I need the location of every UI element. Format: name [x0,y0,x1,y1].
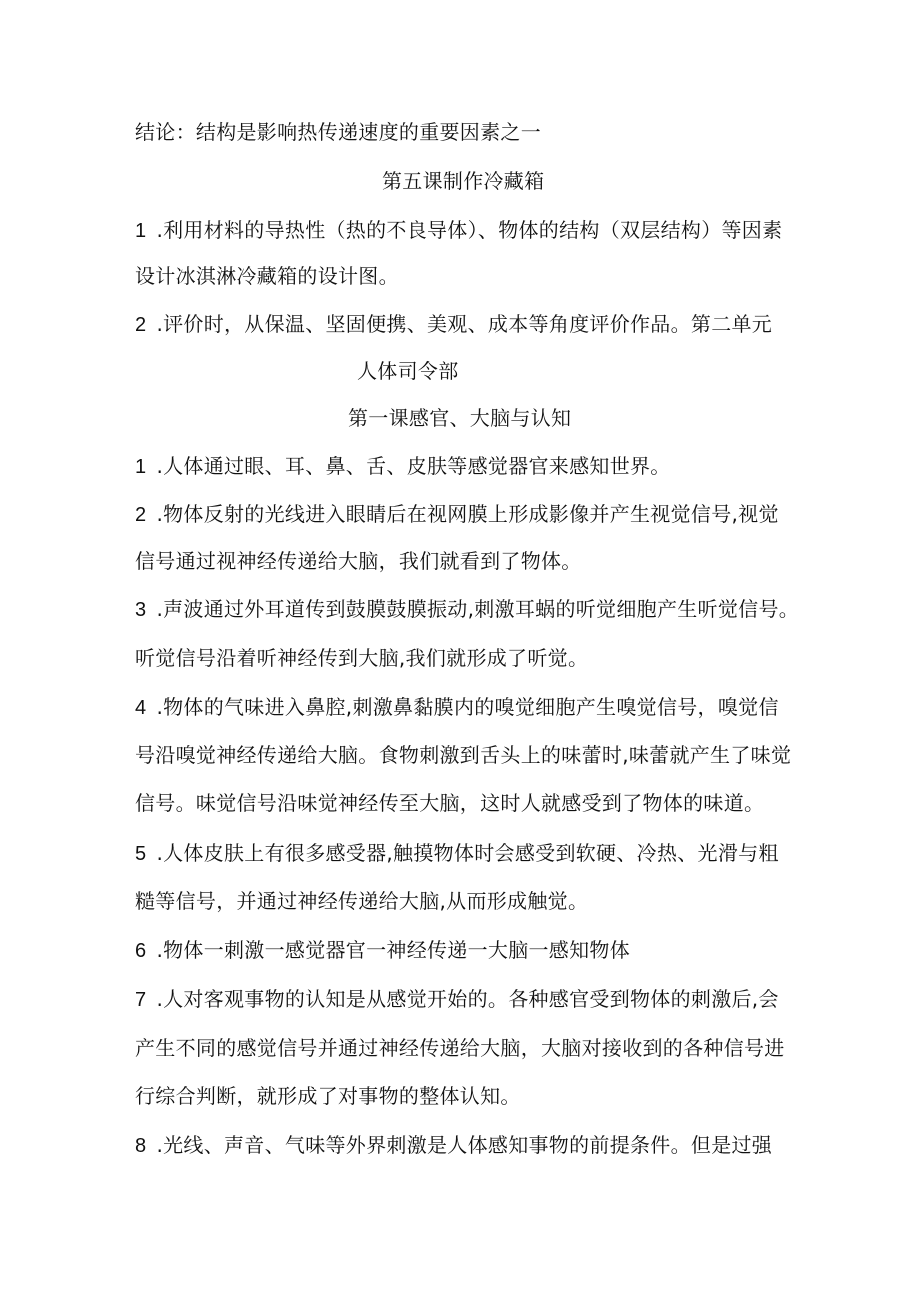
item-number: 1 [135,220,147,242]
item-number: 2 [135,314,147,336]
list-item-3-line-1 [135,597,799,622]
list-item-8-line-1 [135,1133,772,1158]
list-item-7-line-1 [135,987,779,1012]
item-number: 2 [135,504,147,526]
conclusion-text: 结论：结构是影响热传递速度的重要因素之一 [135,120,541,144]
item-text: .利用材料的导热性（热的不良导体）、物体的结构（双层结构）等因素 [156,218,783,242]
list-item-5-line-1 [135,841,779,866]
item-number: 4 [135,697,147,719]
item-text: .人对客观事物的认知是从感觉开始的。各种感官受到物体的刺激后,会 [156,987,779,1011]
lesson1-title: 第一课感官、大脑与认知 [348,406,572,430]
item-text: .物体反射的光线进入眼睛后在视网膜上形成影像并产生视觉信号,视觉 [156,502,779,526]
unit-title: 人体司令部 [357,359,459,383]
list-item-4-line-1 [135,695,779,720]
item-text: .人体通过眼、耳、鼻、舌、皮肤等感觉器官来感知世界。 [156,454,671,478]
lesson5-item-1-line-2: 设计冰淇淋冷藏箱的设计图。 [135,264,399,288]
list-item-7-line-2: 产生不同的感觉信号并通过神经传递给大脑，大脑对接收到的各种信号进 [135,1036,785,1060]
list-item-7-line-3: 行综合判断，就形成了对事物的整体认知。 [135,1084,521,1108]
lesson5-item-1-line-1 [135,218,782,243]
list-item-3-line-2: 听觉信号沿着听神经传到大脑,我们就形成了听觉。 [135,646,589,670]
item-number: 8 [135,1135,147,1157]
item-text: .光线、声音、气味等外界刺激是人体感知事物的前提条件。但是过强 [156,1133,773,1157]
item-text: .物体一刺激一感觉器官一神经传递一大脑一感知物体 [156,938,630,962]
item-text: .声波通过外耳道传到鼓膜鼓膜振动,刺激耳蜗的听觉细胞产生听觉信号。 [156,597,800,621]
list-item-4-line-3: 信号。味觉信号沿味觉神经传至大脑，这时人就感受到了物体的味道。 [135,791,765,815]
item-text: .物体的气味进入鼻腔,刺激鼻黏膜内的嗅觉细胞产生嗅觉信号，嗅觉信 [156,695,779,719]
item-number: 3 [135,599,147,621]
list-item-5-line-2: 糙等信号，并通过神经传递给大脑,从而形成触觉。 [135,889,589,913]
lesson5-item-2-line-1 [135,312,772,337]
list-item-2-line-1 [135,502,779,527]
lesson5-title: 第五课制作冷藏箱 [382,169,545,193]
item-text: .人体皮肤上有很多感受器,触摸物体时会感受到软硬、冷热、光滑与粗 [156,841,779,865]
list-item-2-line-2: 信号通过视神经传递给大脑，我们就看到了物体。 [135,549,582,573]
list-item-4-line-2: 号沿嗅觉神经传递给大脑。食物刺激到舌头上的味蕾时,味蕾就产生了味觉 [135,743,792,767]
item-number: 5 [135,843,147,865]
item-number: 7 [135,989,147,1011]
item-number: 6 [135,940,147,962]
item-number: 1 [135,456,147,478]
item-text: .评价时，从保温、坚固便携、美观、成本等角度评价作品。第二单元 [156,312,773,336]
list-item-1-line-1 [135,454,671,479]
list-item-6-line-1 [135,938,630,963]
